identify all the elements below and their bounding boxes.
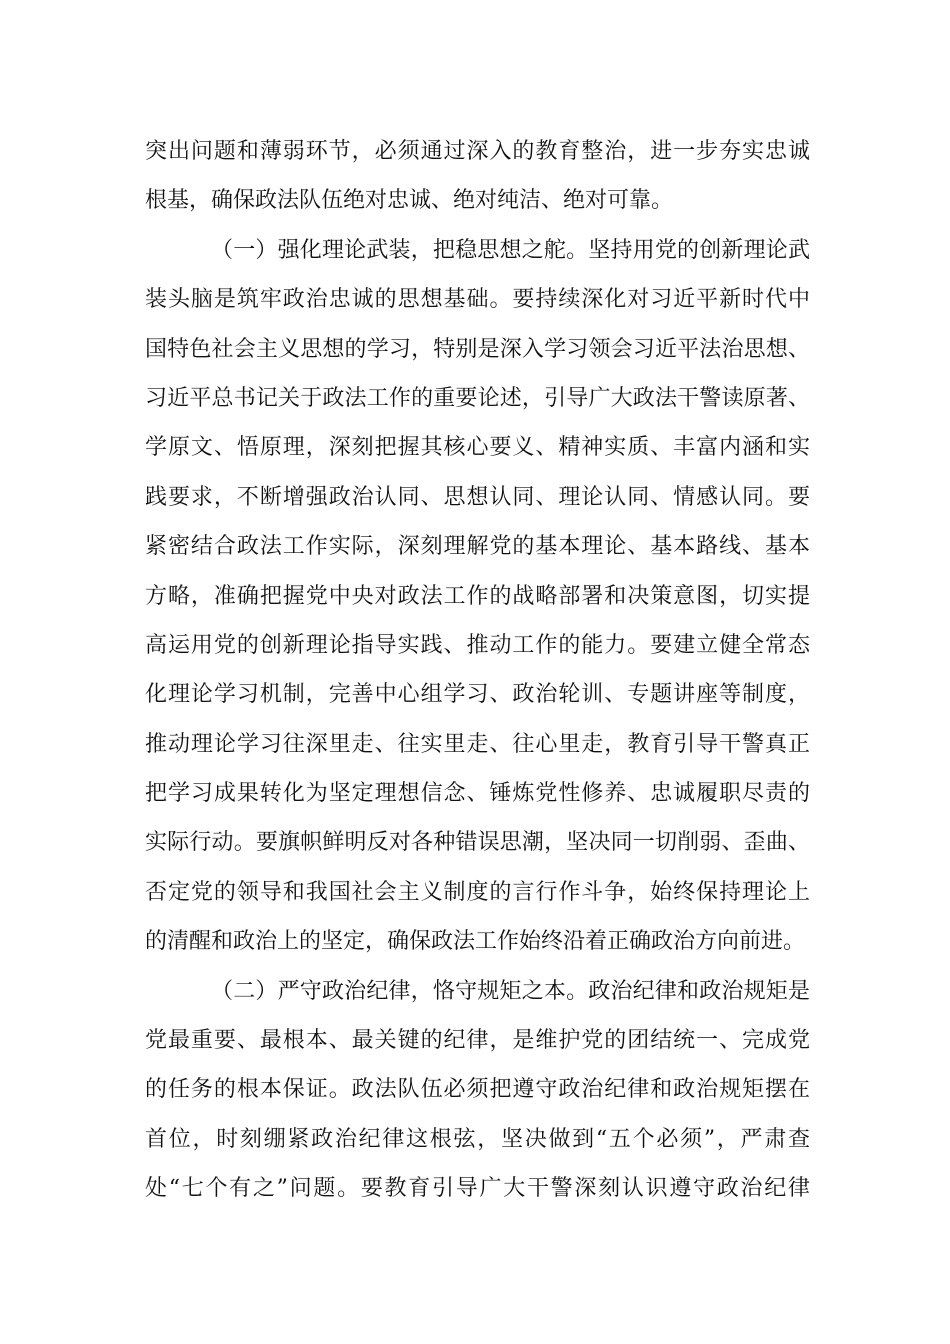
text-line: 习近平总书记关于政法工作的重要论述，引导广大政法干警读原著、 [145, 385, 810, 411]
text-line: 国特色社会主义思想的学习，特别是深入学习领会习近平法治思想、 [145, 336, 810, 362]
text-line: 党最重要、最根本、最关键的纪律，是维护党的团结统一、完成党 [145, 1028, 810, 1054]
text-line: 的任务的根本保证。政法队伍必须把遵守政治纪律和政治规矩摆在 [145, 1077, 810, 1103]
text-line: 高运用党的创新理论指导实践、推动工作的能力。要建立健全常态 [145, 632, 810, 658]
text-line: 学原文、悟原理，深刻把握其核心要义、精神实质、丰富内涵和实 [145, 435, 810, 461]
text-line: 处“七个有之”问题。要教育引导广大干警深刻认识遵守政治纪律 [145, 1176, 810, 1202]
text-line: 首位，时刻绷紧政治纪律这根弦，坚决做到“五个必须”，严肃查 [145, 1126, 810, 1152]
text-line: 根基，确保政法队伍绝对忠诚、绝对纯洁、绝对可靠。 [145, 188, 674, 214]
text-line: 实际行动。要旗帜鲜明反对各种错误思潮，坚决同一切削弱、歪曲、 [145, 830, 810, 856]
document-body [145, 127, 810, 1214]
text-line: 的清醒和政治上的坚定，确保政法工作始终沿着正确政治方向前进。 [145, 929, 806, 955]
text-line: 否定党的领导和我国社会主义制度的言行作斗争，始终保持理论上 [145, 879, 810, 905]
text-line: 突出问题和薄弱环节，必须通过深入的教育整治，进一步夯实忠诚 [145, 139, 810, 164]
paragraph-heading-line: （一）强化理论武装，把稳思想之舵。坚持用党的创新理论武 [211, 237, 810, 263]
text-line: 把学习成果转化为坚定理想信念、锤炼党性修养、忠诚履职尽责的 [145, 781, 810, 807]
paragraph-heading-line: （二）严守政治纪律，恪守规矩之本。政治纪律和政治规矩是 [211, 978, 810, 1004]
text-line: 践要求，不断增强政治认同、思想认同、理论认同、情感认同。要 [145, 484, 810, 510]
text-line: 化理论学习机制，完善中心组学习、政治轮训、专题讲座等制度， [145, 682, 810, 708]
text-line: 推动理论学习往深里走、往实里走、往心里走，教育引导干警真正 [145, 731, 810, 757]
text-line: 方略，准确把握党中央对政法工作的战略部署和决策意图，切实提 [145, 583, 810, 609]
text-line: 紧密结合政法工作实际，深刻理解党的基本理论、基本路线、基本 [145, 534, 810, 560]
text-line: 装头脑是筑牢政治忠诚的思想基础。要持续深化对习近平新时代中 [145, 287, 810, 313]
